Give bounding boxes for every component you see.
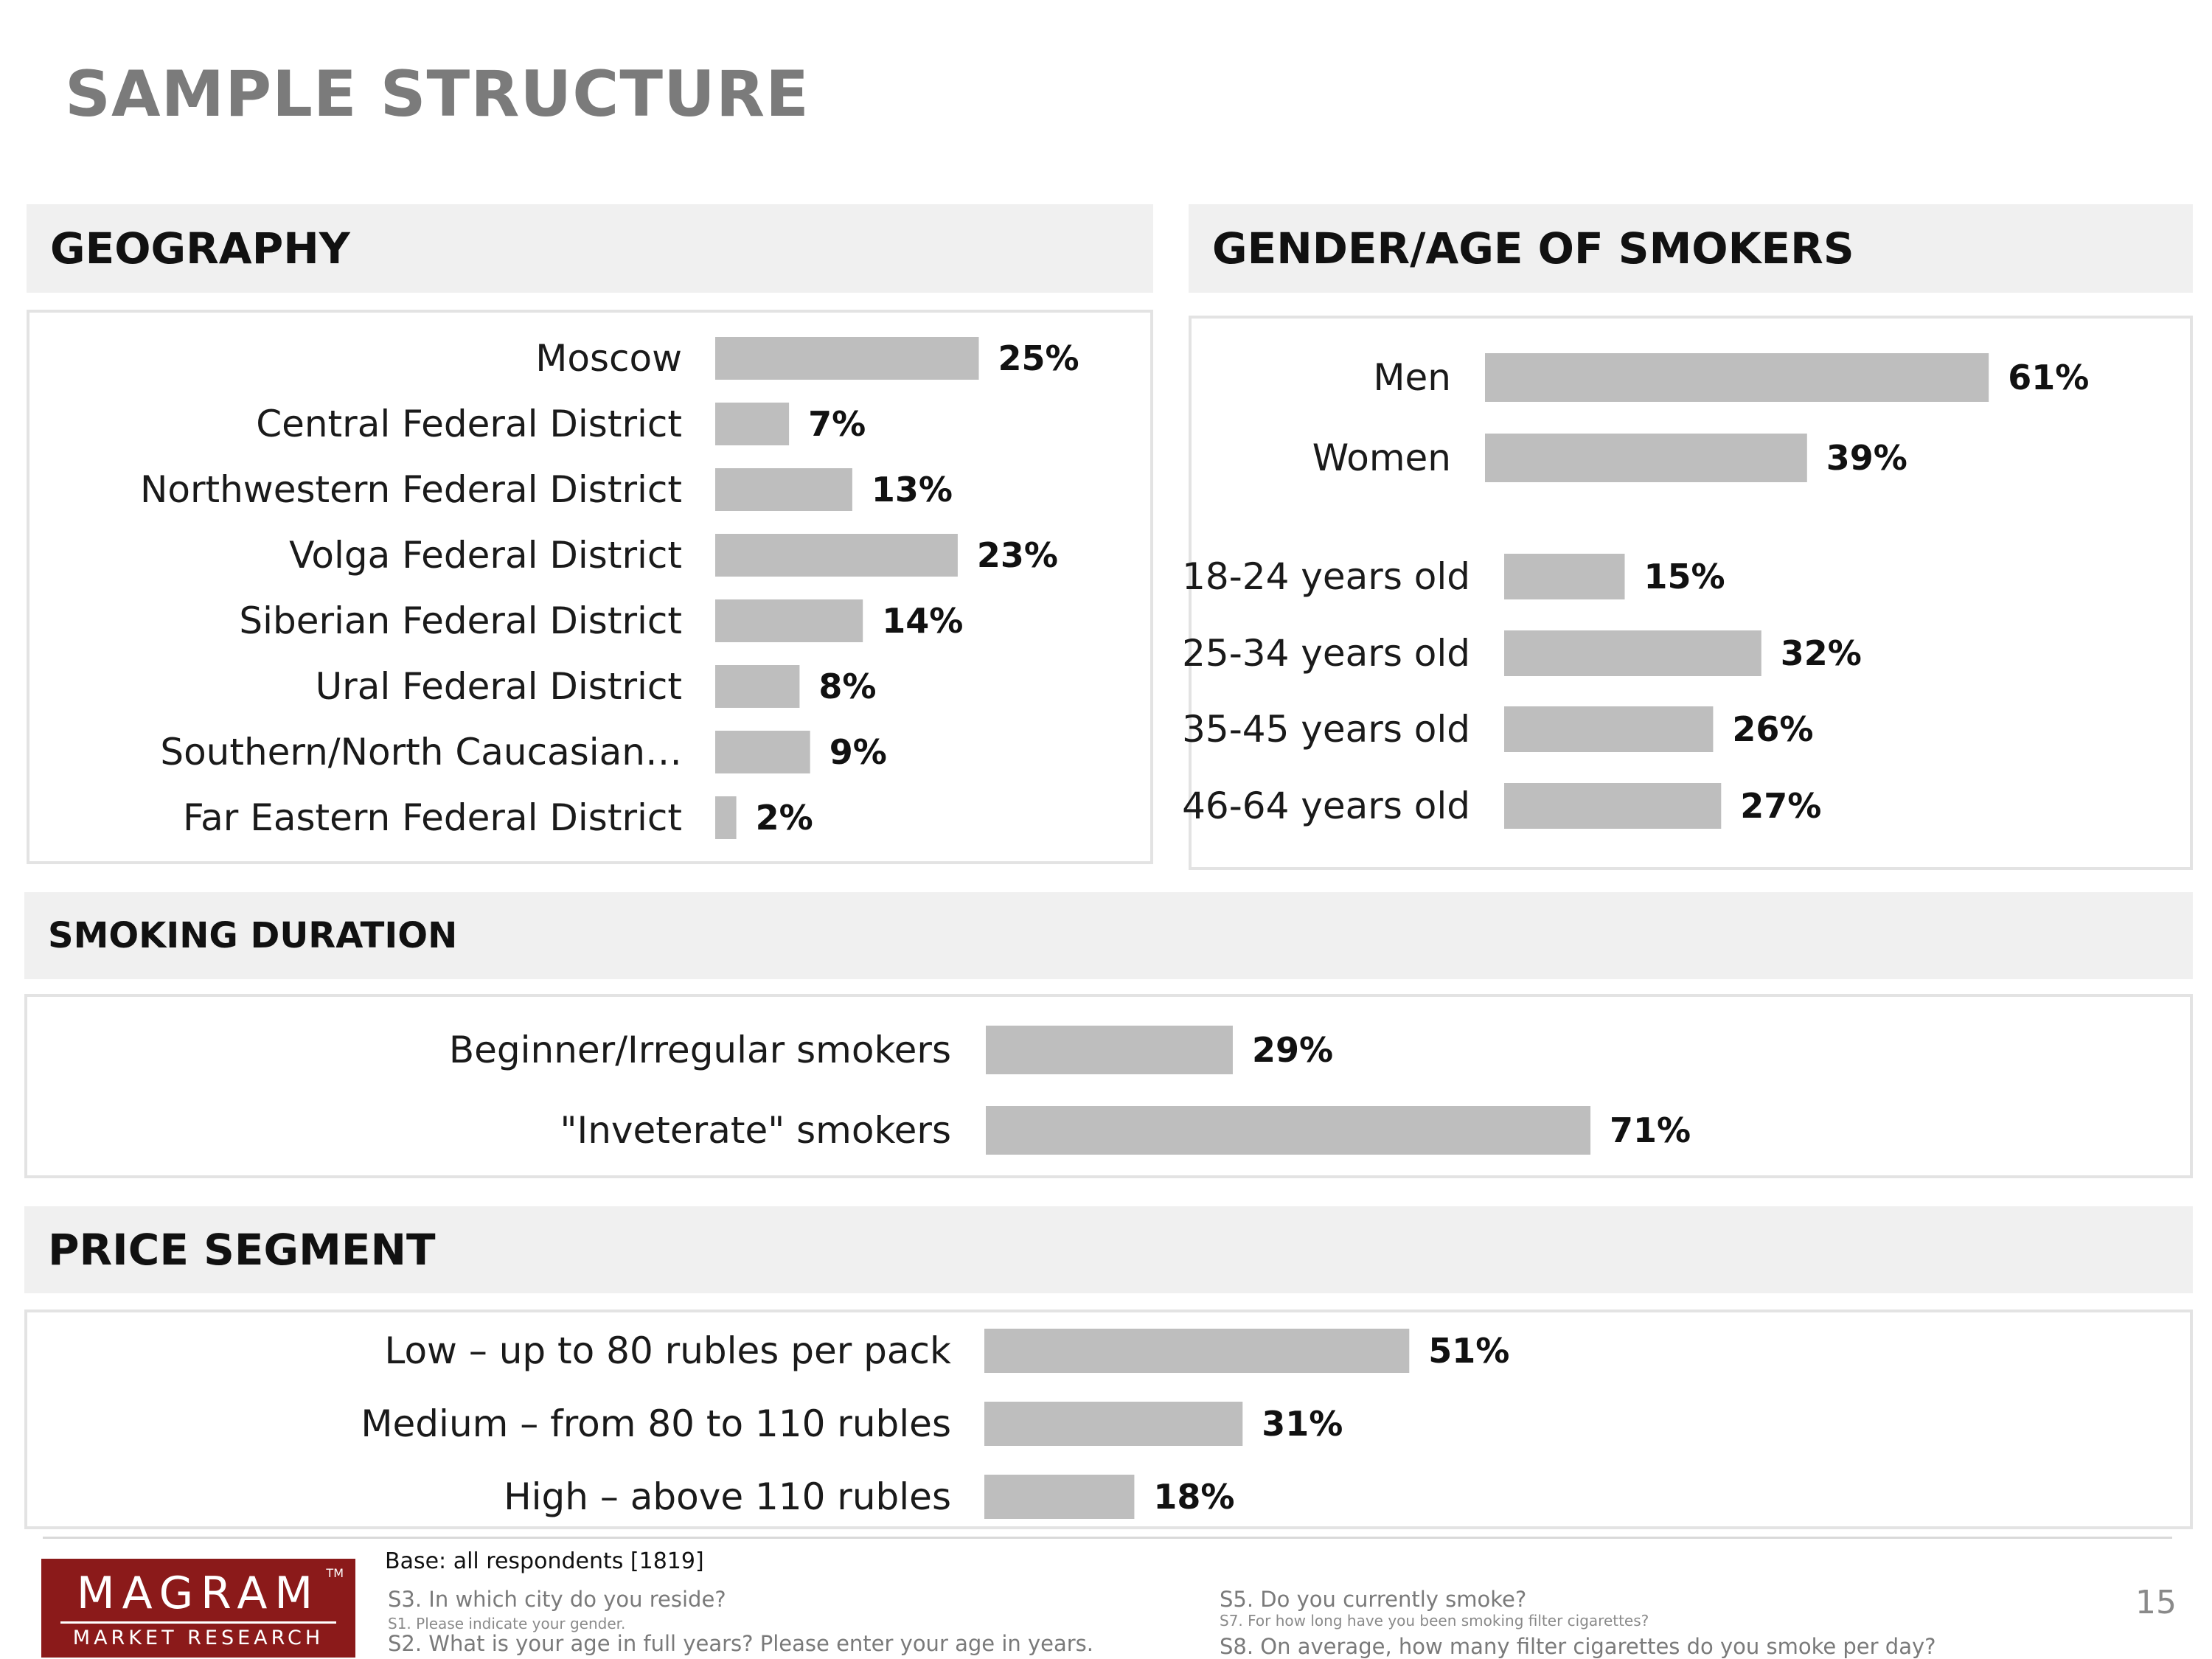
price-segment-category-label: High – above 110 rubles <box>504 1475 951 1518</box>
geography-value-label: 2% <box>755 798 813 838</box>
geography-bar-northwestern-federal-district <box>715 468 852 511</box>
smoking-duration-value-label: 29% <box>1251 1030 1334 1070</box>
age-value-label: 15% <box>1644 557 1725 597</box>
price-segment-value-label: 18% <box>1153 1477 1235 1517</box>
geography-value-label: 8% <box>818 667 877 706</box>
question-s5: S5. Do you currently smoke? <box>1220 1587 1527 1612</box>
gender-value-label: 39% <box>1826 438 1907 478</box>
logo-subtitle: MARKET RESEARCH <box>72 1627 324 1649</box>
geography-value-label: 14% <box>882 601 964 641</box>
price-segment-bar-low-up-to-80-rubles-per-pack <box>984 1329 1409 1373</box>
geography-title: GEOGRAPHY <box>50 223 350 274</box>
price-segment-category-label: Low – up to 80 rubles per pack <box>384 1329 951 1372</box>
age-value-label: 32% <box>1780 633 1862 673</box>
gender-age-title: GENDER/AGE OF SMOKERS <box>1212 223 1854 274</box>
age-category-label: 35-45 years old <box>1182 708 1470 751</box>
question-s3: S3. In which city do you reside? <box>388 1587 726 1612</box>
smoking-duration-value-label: 71% <box>1610 1110 1691 1150</box>
price-segment-bar-medium-from-80-to-110-rubles <box>984 1402 1242 1446</box>
geography-bar-volga-federal-district <box>715 534 958 577</box>
geography-bar-far-eastern-federal-district <box>715 796 737 839</box>
geography-value-label: 25% <box>998 338 1079 378</box>
age-bar-35-45-years-old <box>1504 706 1713 752</box>
geography-category-label: Siberian Federal District <box>239 599 682 642</box>
smoking-duration-title: SMOKING DURATION <box>48 915 458 956</box>
age-category-label: 18-24 years old <box>1182 555 1470 598</box>
footer-divider <box>43 1537 2172 1539</box>
geography-category-label: Volga Federal District <box>289 534 682 577</box>
price-segment-title: PRICE SEGMENT <box>48 1225 436 1275</box>
geography-category-label: Ural Federal District <box>315 665 682 708</box>
smoking-duration-category-label: Beginner/Irregular smokers <box>448 1029 951 1071</box>
geography-value-label: 9% <box>829 732 887 772</box>
age-bar-25-34-years-old <box>1504 630 1761 676</box>
age-bar-18-24-years-old <box>1504 554 1625 599</box>
geography-category-label: Far Eastern Federal District <box>182 796 682 839</box>
question-s2: S2. What is your age in full years? Please enter your age in years. <box>388 1631 1093 1656</box>
page-number: 15 <box>2135 1584 2177 1621</box>
geography-value-label: 7% <box>808 404 866 444</box>
gender-value-label: 61% <box>2008 358 2090 397</box>
question-s8: S8. On average, how many filter cigarettes do you smoke per day? <box>1220 1634 1936 1659</box>
price-segment-category-label: Medium – from 80 to 110 rubles <box>361 1402 951 1445</box>
geography-bar-moscow <box>715 337 979 380</box>
logo-trademark: TM <box>326 1566 344 1580</box>
question-s1: S1. Please indicate your gender. <box>388 1615 626 1632</box>
geography-bar-siberian-federal-district <box>715 599 863 642</box>
price-segment-value-label: 31% <box>1262 1404 1343 1444</box>
base-note: Base: all respondents [1819] <box>385 1548 704 1574</box>
age-value-label: 26% <box>1732 709 1814 749</box>
geography-bar-central-federal-district <box>715 403 789 445</box>
age-category-label: 25-34 years old <box>1182 632 1470 675</box>
price-segment-bar-high-above-110-rubles <box>984 1475 1134 1519</box>
gender-bar-women <box>1485 434 1807 482</box>
magram-logo <box>41 1559 355 1658</box>
logo-wordmark: MAGRAM <box>76 1568 321 1619</box>
geography-value-label: 23% <box>976 535 1059 575</box>
age-value-label: 27% <box>1740 786 1822 826</box>
price-segment-value-label: 51% <box>1428 1331 1510 1371</box>
geography-category-label: Moscow <box>535 337 682 380</box>
smoking-duration-bar-inveterate-smokers <box>986 1106 1590 1155</box>
age-bar-46-64-years-old <box>1504 783 1721 829</box>
logo-rule <box>60 1621 336 1624</box>
geography-bar-ural-federal-district <box>715 665 799 708</box>
age-category-label: 46-64 years old <box>1182 785 1470 827</box>
gender-category-label: Men <box>1373 356 1451 399</box>
gender-category-label: Women <box>1312 437 1451 479</box>
geography-category-label: Southern/North Caucasian… <box>160 731 682 773</box>
geography-category-label: Central Federal District <box>256 403 682 445</box>
page-title: SAMPLE STRUCTURE <box>65 58 810 131</box>
geography-value-label: 13% <box>871 470 953 509</box>
geography-bar-southern-north-caucasian <box>715 731 810 773</box>
smoking-duration-category-label: "Inveterate" smokers <box>560 1109 951 1152</box>
gender-bar-men <box>1485 353 1989 402</box>
smoking-duration-bar-beginner-irregular-smokers <box>986 1026 1233 1074</box>
geography-category-label: Northwestern Federal District <box>139 468 682 511</box>
question-s7: S7. For how long have you been smoking filter cigarettes? <box>1220 1612 1649 1630</box>
